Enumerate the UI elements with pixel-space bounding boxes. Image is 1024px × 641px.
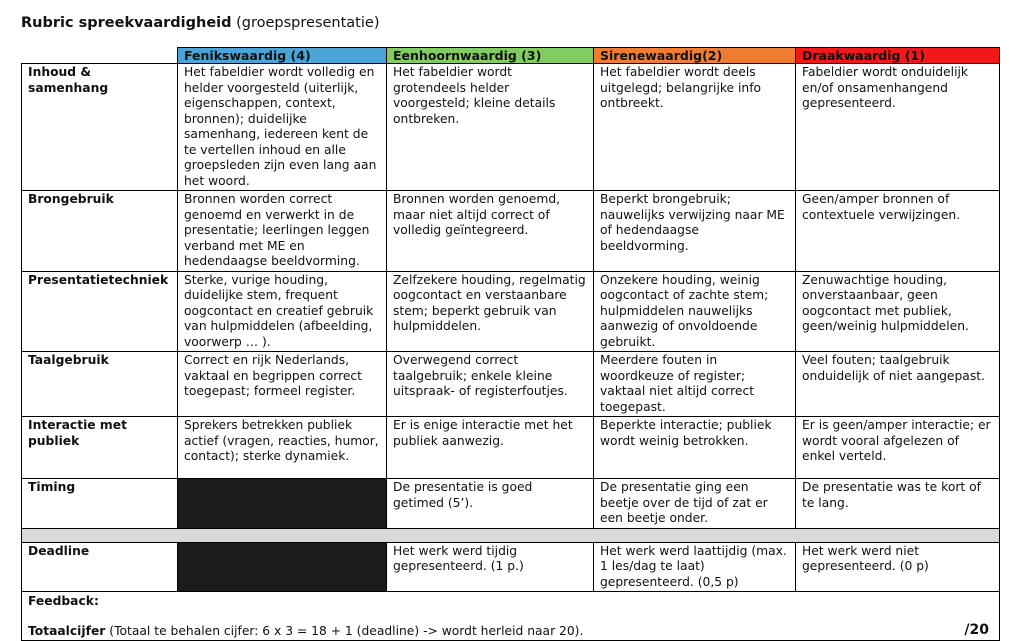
- rubric-cell: Zelfzekere houding, regelmatig oogcontact en verstaanbare stem; beperkt gebruik van hulpmiddelen.: [387, 271, 594, 352]
- feedback-row: [22, 592, 1000, 641]
- separator-cell: [22, 528, 1000, 542]
- rubric-cell: Fabeldier wordt onduidelijk en/of onsamenhangend gepresenteerd.: [796, 64, 1000, 191]
- criterion-label: Brongebruik: [22, 191, 178, 272]
- rubric-cell: Meerdere fouten in woordkeuze of register; vaktaal niet altijd correct toegepast.: [594, 352, 796, 417]
- level-header-4: Fenikswaardig (4): [178, 48, 387, 64]
- criterion-row: [22, 64, 1000, 191]
- criterion-row: [22, 271, 1000, 352]
- level-header-3: Eenhoornwaardig (3): [387, 48, 594, 64]
- rubric-cell: Er is enige interactie met het publiek aanwezig.: [387, 417, 594, 479]
- title-sub: (groepspresentatie): [236, 15, 380, 31]
- criterion-row: [22, 417, 1000, 479]
- rubric-cell: Bronnen worden genoemd, maar niet altijd correct of volledig geïntegreerd.: [387, 191, 594, 272]
- rubric-cell: Bronnen worden correct genoemd en verwerkt in de presentatie; leerlingen leggen verband met ME en hedendaagse beeldvorming.: [178, 191, 387, 272]
- criterion-label: Taalgebruik: [22, 352, 178, 417]
- rubric-cell: Zenuwachtige houding, onverstaanbaar, geen oogcontact met publiek, geen/weinig hulpmiddelen.: [796, 271, 1000, 352]
- rubric-cell: Het fabeldier wordt grotendeels helder voorgesteld; kleine details ontbreken.: [387, 64, 594, 191]
- rubric-cell: Overwegend correct taalgebruik; enkele kleine uitspraak- of registerfoutjes.: [387, 352, 594, 417]
- rubric-cell: Geen/amper bronnen of contextuele verwijzingen.: [796, 191, 1000, 272]
- rubric-cell: Het fabeldier wordt volledig en helder voorgesteld (uiterlijk, eigenschappen, context, bronnen); duidelijke samenhang, iedereen kent de te vertellen inhoud en alle groepsleden zijn even lang aan het woord.: [178, 64, 387, 191]
- criterion-row: [22, 479, 1000, 529]
- rubric-cell: Beperkte interactie; publiek wordt weinig betrokken.: [594, 417, 796, 479]
- criterion-label: Inhoud & samenhang: [22, 64, 178, 191]
- rubric-cell: De presentatie ging een beetje over de tijd of zat er een beetje onder.: [594, 479, 796, 529]
- rubric-cell: Beperkt brongebruik; nauwelijks verwijzing naar ME of hedendaagse beeldvorming.: [594, 191, 796, 272]
- criterion-row: [22, 191, 1000, 272]
- rubric-cell: Het fabeldier wordt deels uitgelegd; belangrijke info ontbreekt.: [594, 64, 796, 191]
- total-note: (Totaal te behalen cijfer: 6 x 3 = 18 + 1 (deadline) -> wordt herleid naar 20).: [105, 624, 584, 638]
- rubric-table: [21, 47, 1000, 641]
- title-main: Rubric spreekvaardigheid: [21, 15, 232, 31]
- total-line: [28, 624, 583, 640]
- header-row: [22, 48, 1000, 64]
- rubric-cell: Onzekere houding, weinig oogcontact of zachte stem; hulpmiddelen nauwelijks aanwezig of onvoldoende gebruikt.: [594, 271, 796, 352]
- rubric-cell: Sprekers betrekken publiek actief (vragen, reacties, humor, contact); sterke dynamiek.: [178, 417, 387, 479]
- total-label: Totaalcijfer: [28, 624, 106, 638]
- criterion-label: Deadline: [22, 542, 178, 592]
- separator-row: [22, 528, 1000, 542]
- level-header-1: Draakwaardig (1): [796, 48, 1000, 64]
- feedback-label: Feedback:: [28, 594, 99, 608]
- blocked-cell: [178, 479, 387, 529]
- header-corner: [22, 48, 178, 64]
- deadline-row: [22, 542, 1000, 592]
- blocked-cell: [178, 542, 387, 592]
- rubric-cell: Veel fouten; taalgebruik onduidelijk of niet aangepast.: [796, 352, 1000, 417]
- rubric-cell: De presentatie was te kort of te lang.: [796, 479, 1000, 529]
- criterion-row: [22, 352, 1000, 417]
- rubric-cell: Het werk werd tijdig gepresenteerd. (1 p.): [387, 542, 594, 592]
- score-box: /20: [964, 622, 989, 638]
- criterion-label: Timing: [22, 479, 178, 529]
- rubric-cell: Sterke, vurige houding, duidelijke stem, frequent oogcontact en creatief gebruik van hulpmiddelen (afbeelding, voorwerp … ).: [178, 271, 387, 352]
- rubric-cell: De presentatie is goed getimed (5’).: [387, 479, 594, 529]
- criterion-label: Interactie met publiek: [22, 417, 178, 479]
- rubric-cell: Het werk werd laattijdig (max. 1 les/dag te laat) gepresenteerd. (0,5 p): [594, 542, 796, 592]
- rubric-cell: Correct en rijk Nederlands, vaktaal en begrippen correct toegepast; formeel register.: [178, 352, 387, 417]
- page-title: [21, 13, 379, 33]
- criterion-label: Presentatietechniek: [22, 271, 178, 352]
- rubric-cell: Er is geen/amper interactie; er wordt vooral afgelezen of enkel verteld.: [796, 417, 1000, 479]
- feedback-cell: [22, 592, 1000, 641]
- level-header-2: Sirenewaardig(2): [594, 48, 796, 64]
- rubric-cell: Het werk werd niet gepresenteerd. (0 p): [796, 542, 1000, 592]
